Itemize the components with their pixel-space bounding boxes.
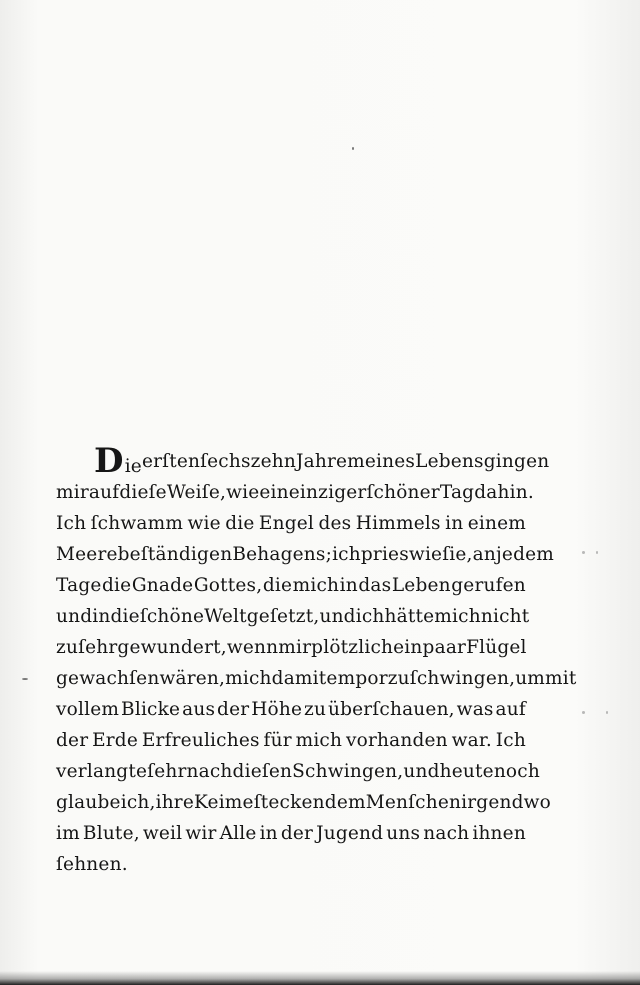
word: Höhe: [251, 699, 303, 720]
word: dem: [324, 792, 366, 813]
word: und: [56, 606, 93, 627]
word: der: [217, 699, 250, 720]
word: ſehr: [78, 637, 118, 658]
word: Ich: [495, 730, 526, 751]
text-line: [56, 787, 552, 818]
word: ſchwamm: [90, 513, 184, 534]
body-paragraph: [56, 441, 577, 880]
text-line: [56, 601, 530, 632]
word: die: [262, 575, 293, 596]
word: geſetzt,: [246, 606, 320, 627]
word: ich: [332, 544, 361, 565]
text-line: [56, 818, 526, 849]
paper-speck: [352, 147, 354, 150]
text-line: [56, 694, 526, 725]
first-word-rest: ie: [124, 456, 142, 477]
word: ſehr: [147, 761, 187, 782]
word: verlangte: [56, 761, 148, 782]
word: auf: [495, 699, 526, 720]
word: Erfreuliches: [141, 730, 260, 751]
paper-speck: [606, 711, 608, 714]
word: in: [259, 823, 278, 844]
word: vollem: [56, 699, 120, 720]
word: zu: [56, 637, 79, 658]
word: Meere: [56, 544, 118, 565]
word: jedem: [495, 544, 555, 565]
word: wären,: [159, 668, 226, 689]
text-line: [56, 756, 540, 787]
word: Leben: [391, 575, 451, 596]
word: gewachſen: [56, 668, 160, 689]
word: gerufen: [451, 575, 526, 596]
text-line: [56, 632, 526, 663]
word: nach: [186, 761, 233, 782]
word: wie: [408, 544, 443, 565]
word: und: [403, 761, 440, 782]
word: Schwingen,: [292, 761, 404, 782]
word: plötzlich: [311, 637, 394, 658]
word: in: [445, 513, 464, 534]
word: Blicke: [121, 699, 181, 720]
word: pries: [360, 544, 409, 565]
word: dahin.: [474, 482, 534, 503]
text-line: [56, 508, 526, 539]
word: an: [472, 544, 496, 565]
word: damit: [271, 668, 327, 689]
word: erſten: [141, 451, 201, 472]
word: ſie,: [442, 544, 473, 565]
word: ſechszehn: [200, 451, 296, 472]
word: Flügel: [466, 637, 527, 658]
text-line: [56, 441, 550, 481]
word: wir: [185, 823, 217, 844]
word: dieſe: [119, 482, 167, 503]
word: mich: [225, 668, 272, 689]
word: ſchöne: [139, 606, 205, 627]
word: ein: [259, 482, 289, 503]
word: Gottes,: [193, 575, 263, 596]
word: weil: [142, 823, 183, 844]
word: Erde: [92, 730, 139, 751]
word: glaube: [56, 792, 121, 813]
word: überſchauen,: [328, 699, 455, 720]
word: ein: [393, 637, 423, 658]
word: ſehnen.: [56, 854, 128, 875]
word: in: [339, 575, 358, 596]
word: wenn: [226, 637, 279, 658]
word: die: [102, 575, 132, 596]
word: mich: [434, 606, 481, 627]
word: aus: [182, 699, 216, 720]
word: noch: [493, 761, 540, 782]
word: mir: [56, 482, 89, 503]
word: im: [56, 823, 80, 844]
word: Welt: [204, 606, 247, 627]
word: paar: [422, 637, 467, 658]
word: emporzuſchwingen,: [326, 668, 516, 689]
word: dieſen: [232, 761, 293, 782]
first-word: [94, 441, 142, 481]
word: Tag: [439, 482, 475, 503]
word: wie: [187, 513, 221, 534]
word: der: [280, 823, 314, 844]
word: gewundert,: [117, 637, 227, 658]
paper-speck: [596, 551, 598, 554]
word: uns: [386, 823, 421, 844]
word: ihnen: [472, 823, 526, 844]
word: beſtändigen: [117, 544, 233, 565]
word: in: [92, 606, 111, 627]
word: einziger: [288, 482, 367, 503]
word: der: [56, 730, 89, 751]
word: des: [318, 513, 352, 534]
word: für: [263, 730, 292, 751]
word: das: [358, 575, 392, 596]
word: Gnade: [131, 575, 194, 596]
text-line: [56, 570, 526, 601]
text-line: [56, 725, 526, 756]
word: mich: [292, 575, 340, 596]
word: nach: [423, 823, 470, 844]
word: vorhanden: [345, 730, 448, 751]
word: wie: [226, 482, 260, 503]
word: die: [225, 513, 255, 534]
word: mich: [295, 730, 343, 751]
word: heute: [439, 761, 494, 782]
word: auf: [88, 482, 120, 503]
page-edge-shadow: [0, 971, 640, 985]
text-line: [56, 849, 526, 880]
word: um: [515, 668, 546, 689]
word: mir: [278, 637, 312, 658]
word: Himmels: [355, 513, 441, 534]
word: ich,: [120, 792, 156, 813]
text-line: [56, 539, 555, 570]
text-line: [56, 663, 577, 694]
word: Tage: [56, 575, 102, 596]
word: Engel: [258, 513, 315, 534]
word: nicht: [480, 606, 530, 627]
paper-speck: [22, 678, 28, 680]
word: ihre: [155, 792, 195, 813]
word: ſtecken: [253, 792, 325, 813]
word: war.: [451, 730, 492, 751]
word: Weiſe,: [166, 482, 227, 503]
paper-speck: [582, 711, 585, 714]
word: Behagens;: [232, 544, 333, 565]
word: Ich: [56, 513, 87, 534]
word: Jugend: [316, 823, 384, 844]
word: mit: [545, 668, 577, 689]
word: gingen: [483, 451, 550, 472]
word: irgendwo: [461, 792, 552, 813]
word: hätte: [384, 606, 435, 627]
word: ich: [355, 606, 385, 627]
word: meines: [347, 451, 416, 472]
word: Lebens: [415, 451, 484, 472]
word: Keime: [194, 792, 254, 813]
word: und: [319, 606, 356, 627]
word: die: [110, 606, 140, 627]
word: Alle: [219, 823, 257, 844]
text-line: [56, 477, 534, 508]
word: Jahre: [295, 451, 348, 472]
word: Menſchen: [365, 792, 462, 813]
paper-speck: [582, 551, 585, 554]
word: zu: [304, 699, 327, 720]
dropcap: D: [94, 441, 124, 481]
word: Blute,: [82, 823, 140, 844]
word: ſchöner: [366, 482, 440, 503]
word: was: [456, 699, 494, 720]
word: einem: [467, 513, 526, 534]
